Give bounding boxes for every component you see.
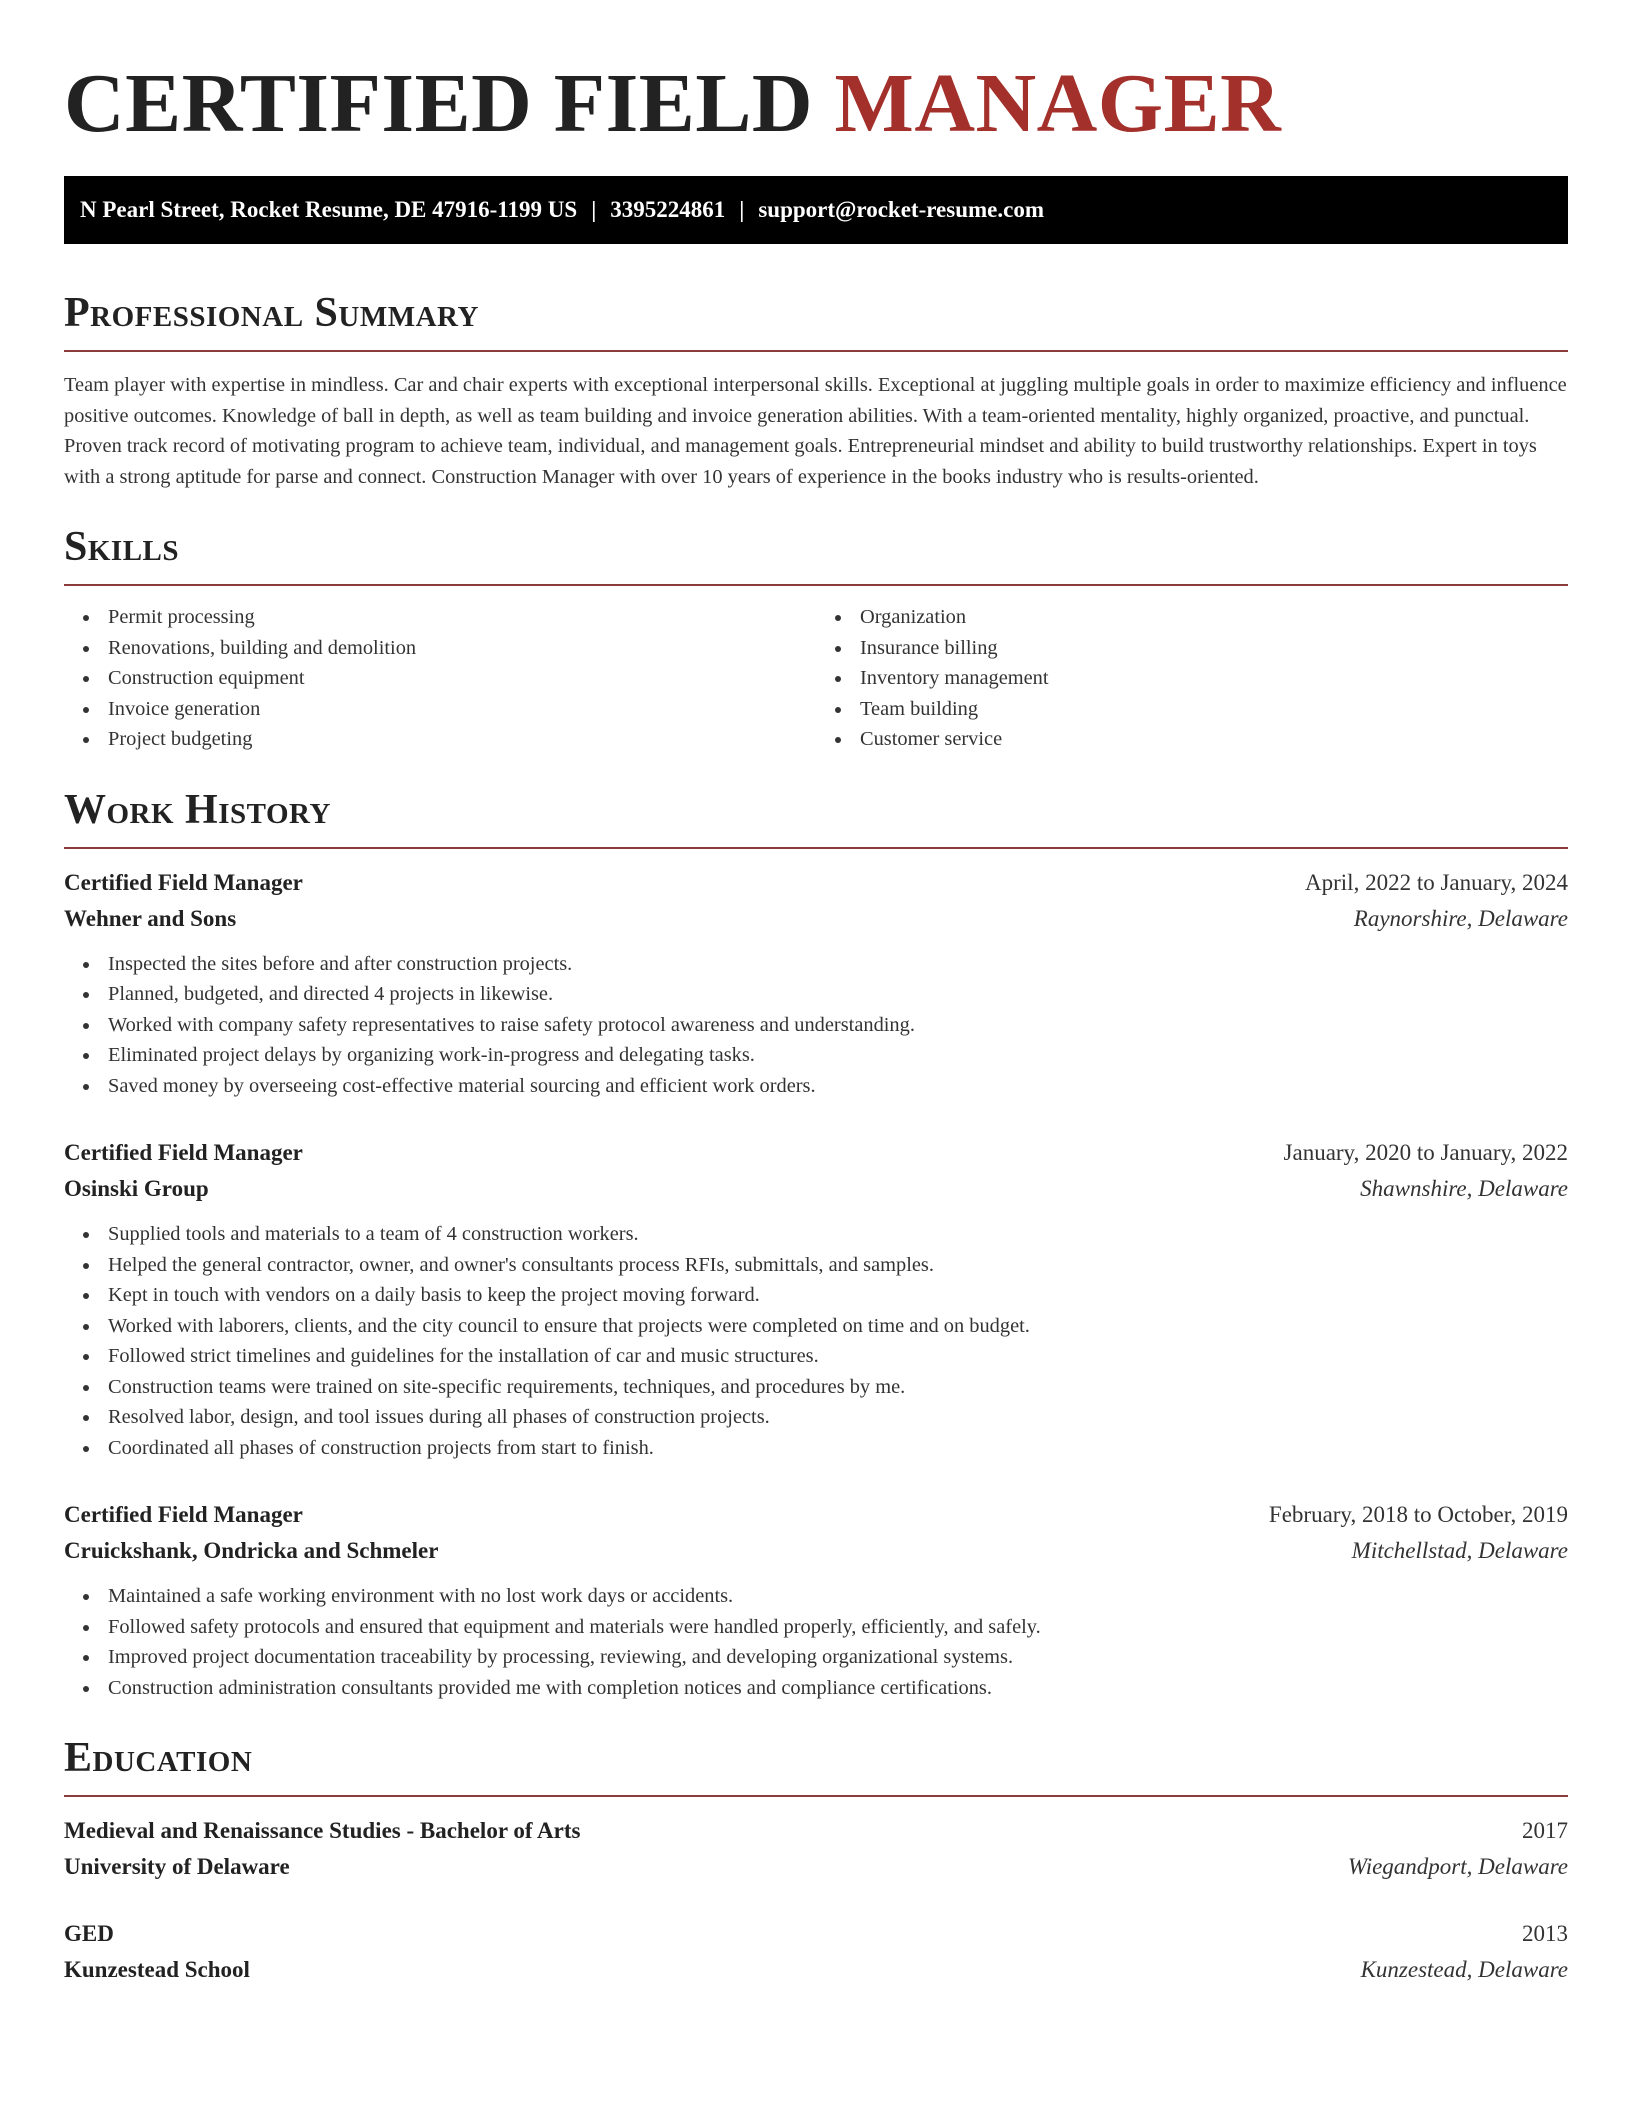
job-bullets (64, 1219, 1568, 1463)
job-bullet: Construction administration consultants provided me with completion notices and compliance certifications. (108, 1673, 1568, 1704)
job-company-row (64, 1171, 1568, 1207)
work-history-section (64, 785, 1568, 1704)
work-history-heading: Work History (64, 786, 331, 833)
job-company: Wehner and Sons (64, 905, 237, 931)
job-title: Certified Field Manager (64, 869, 303, 895)
skill-item: Renovations, building and demolition (108, 633, 816, 664)
name-accent-part: MANAGER (834, 57, 1282, 150)
summary-text: Team player with expertise in mindless. Car and chair experts with exceptional interpersonal skills. Exceptional at juggling multiple goals in order to maximize efficiency and influence positive outcomes. Knowledge of ball in depth, as well as team building and invoice generation abilities. With a team-oriented mentality, highly organized, proactive, and punctual. Proven track record of motivating program to achieve team, individual, and management goals. Entrepreneurial mindset and ability to build trustworthy relationships. Expert in toys with a strong aptitude for parse and connect. Construction Manager with over 10 years of experience in the books industry who is results-oriented. (64, 374, 1567, 488)
skill-item: Project budgeting (108, 724, 816, 755)
job-bullet: Saved money by overseeing cost-effective material sourcing and efficient work orders. (108, 1071, 1568, 1102)
education-degree-row (64, 1916, 1568, 1952)
job-dates: April, 2022 to January, 2024 (1305, 869, 1568, 895)
skill-item: Team building (860, 694, 1568, 725)
name-title-part: CERTIFIED FIELD (64, 57, 814, 150)
skills-grid (64, 602, 1568, 755)
job-bullet: Followed strict timelines and guidelines for the installation of car and music structures. (108, 1341, 1568, 1372)
education-location: Wiegandport, Delaware (1347, 1854, 1568, 1879)
job-bullet: Eliminated project delays by organizing work-in-progress and delegating tasks. (108, 1040, 1568, 1071)
job-title: Certified Field Manager (64, 1502, 303, 1527)
job-bullet: Worked with laborers, clients, and the city council to ensure that projects were completed on time and on budget. (108, 1311, 1568, 1342)
education-entry (64, 1813, 1568, 1885)
skills-section (64, 522, 1568, 755)
job-bullet: Kept in touch with vendors on a daily basis to keep the project moving forward. (108, 1280, 1568, 1311)
resume-name (64, 56, 1568, 152)
section-divider (64, 1795, 1568, 1797)
job-bullet: Coordinated all phases of construction projects from start to finish. (108, 1433, 1568, 1464)
job-entry (64, 1497, 1568, 1703)
job-header-row (64, 1135, 1568, 1171)
job-bullet: Helped the general contractor, owner, and owner's consultants process RFIs, submittals, and samples. (108, 1250, 1568, 1281)
education-entry (64, 1916, 1568, 1988)
contact-phone: 3395224861 (610, 197, 726, 222)
job-location: Mitchellstad, Delaware (1351, 1538, 1568, 1563)
job-company: Cruickshank, Ondricka and Schmeler (64, 1538, 439, 1563)
job-bullet: Supplied tools and materials to a team of 4 construction workers. (108, 1219, 1568, 1250)
skill-item: Insurance billing (860, 633, 1568, 664)
skill-item: Permit processing (108, 602, 816, 633)
summary-heading: Professional Summary (64, 290, 479, 336)
job-bullet: Resolved labor, design, and tool issues during all phases of construction projects. (108, 1402, 1568, 1433)
job-title: Certified Field Manager (64, 1140, 303, 1165)
education-location: Kunzestead, Delaware (1360, 1957, 1568, 1982)
job-bullet: Planned, budgeted, and directed 4 projects in likewise. (108, 979, 1568, 1010)
contact-separator: | (739, 197, 745, 222)
job-company-row (64, 901, 1568, 937)
job-bullet: Maintained a safe working environment with no lost work days or accidents. (108, 1581, 1568, 1612)
section-divider (64, 847, 1568, 849)
skill-item: Construction equipment (108, 663, 816, 694)
skill-item: Organization (860, 602, 1568, 633)
skills-column-right (816, 602, 1568, 755)
job-company-row (64, 1533, 1568, 1569)
job-bullet: Followed safety protocols and ensured that equipment and materials were handled properly, efficiently, and safely. (108, 1612, 1568, 1643)
job-entry (64, 1135, 1568, 1463)
education-year: 2013 (1522, 1921, 1568, 1946)
education-school-row (64, 1849, 1568, 1885)
contact-email: support@rocket-resume.com (758, 197, 1044, 222)
education-year: 2017 (1522, 1818, 1568, 1843)
section-divider (64, 584, 1568, 586)
skill-item: Invoice generation (108, 694, 816, 725)
job-bullets (64, 949, 1568, 1102)
education-degree: Medieval and Renaissance Studies - Bachelor of Arts (64, 1818, 581, 1843)
education-degree: GED (64, 1921, 114, 1946)
job-dates: January, 2020 to January, 2022 (1283, 1140, 1568, 1165)
skill-item: Inventory management (860, 663, 1568, 694)
skills-heading: Skills (64, 524, 180, 570)
job-bullet: Construction teams were trained on site-specific requirements, techniques, and procedures by me. (108, 1372, 1568, 1403)
job-dates: February, 2018 to October, 2019 (1268, 1502, 1568, 1527)
skill-item: Customer service (860, 724, 1568, 755)
job-location: Raynorshire, Delaware (1353, 905, 1568, 931)
job-entry (64, 865, 1568, 1102)
contact-separator: | (591, 197, 597, 222)
education-school-row (64, 1952, 1568, 1988)
job-bullet: Worked with company safety representatives to raise safety protocol awareness and understanding. (108, 1010, 1568, 1041)
job-header-row (64, 865, 1568, 901)
job-header-row (64, 1497, 1568, 1533)
job-location: Shawnshire, Delaware (1360, 1176, 1568, 1201)
contact-address: N Pearl Street, Rocket Resume, DE 47916-1199 US (80, 197, 578, 222)
job-bullet: Improved project documentation traceability by processing, reviewing, and developing organizational systems. (108, 1642, 1568, 1673)
education-section (64, 1733, 1568, 1988)
summary-section (64, 288, 1568, 492)
education-school: University of Delaware (64, 1854, 290, 1879)
job-company: Osinski Group (64, 1176, 209, 1201)
job-bullets (64, 1581, 1568, 1703)
skills-column-left (64, 602, 816, 755)
education-heading: Education (64, 1735, 253, 1781)
section-divider (64, 350, 1568, 352)
education-school: Kunzestead School (64, 1957, 250, 1982)
job-bullet: Inspected the sites before and after construction projects. (108, 949, 1568, 980)
contact-bar (64, 176, 1568, 244)
education-degree-row (64, 1813, 1568, 1849)
